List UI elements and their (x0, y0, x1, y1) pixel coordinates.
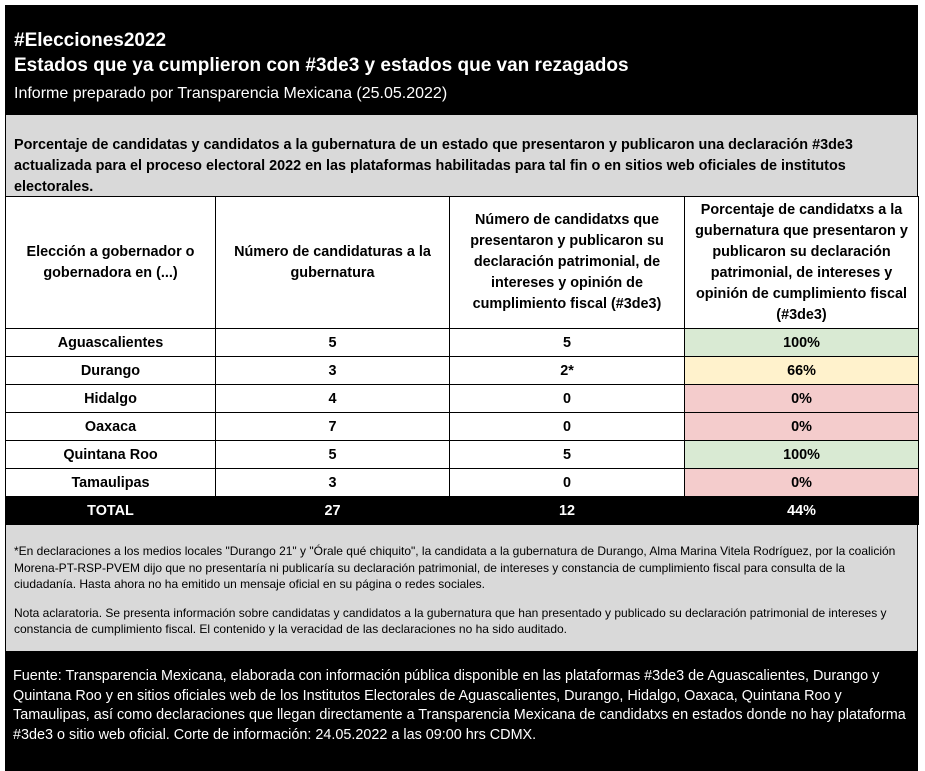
table-row (6, 469, 919, 497)
candidaturas-cell: 3 (216, 469, 450, 497)
total-label: TOTAL (6, 497, 216, 525)
presentaron-cell: 0 (450, 413, 685, 441)
intro-text: Porcentaje de candidatas y candidatos a la gubernatura de un estado que presentaron y publicaron una declaración #3de3 actualizada para el proceso electoral 2022 en las plataformas habilitadas para tal fin o en sitios web oficiales de institutos electorales. (5, 115, 918, 196)
state-cell: Quintana Roo (6, 441, 216, 469)
porcentaje-cell: 100% (685, 441, 919, 469)
column-header-porcentaje: Porcentaje de candidatxs a la gubernatura que presentaron y publicaron su declaración patrimonial, de intereses y opinión de cumplimiento fiscal (#3de3) (685, 197, 919, 329)
porcentaje-cell: 0% (685, 385, 919, 413)
clarification-text: Nota aclaratoria. Se presenta información sobre candidatas y candidatos a la gubernatura que han presentado y publicado su declaración patrimonial de intereses y constancia de cumplimiento fiscal. El contenido y la veracidad de las declaraciones no ha sido auditado. (14, 605, 887, 636)
table-row (6, 329, 919, 357)
porcentaje-cell: 66% (685, 357, 919, 385)
state-cell: Durango (6, 357, 216, 385)
report-title: Estados que ya cumplieron con #3de3 y estados que van rezagados (14, 55, 629, 76)
porcentaje-cell: 0% (685, 413, 919, 441)
column-header-state: Elección a gobernador o gobernadora en (...) (6, 197, 216, 329)
results-table (5, 196, 919, 525)
presentaron-cell: 5 (450, 441, 685, 469)
total-presentaron: 12 (450, 497, 685, 525)
hashtag-title: #Elecciones2022 (14, 30, 167, 51)
presentaron-cell: 5 (450, 329, 685, 357)
state-cell: Tamaulipas (6, 469, 216, 497)
report-header (5, 5, 918, 115)
presentaron-cell: 0 (450, 469, 685, 497)
state-cell: Oaxaca (6, 413, 216, 441)
total-row (6, 497, 919, 525)
candidaturas-cell: 3 (216, 357, 450, 385)
table-row (6, 413, 919, 441)
total-porcentaje: 44% (685, 497, 919, 525)
table-row (6, 441, 919, 469)
state-cell: Aguascalientes (6, 329, 216, 357)
notes-section (5, 525, 918, 651)
porcentaje-cell: 0% (685, 469, 919, 497)
state-cell: Hidalgo (6, 385, 216, 413)
candidaturas-cell: 4 (216, 385, 450, 413)
column-header-candidaturas: Número de candidaturas a la gubernatura (216, 197, 450, 329)
presentaron-cell: 2* (450, 357, 685, 385)
presentaron-cell: 0 (450, 385, 685, 413)
candidaturas-cell: 7 (216, 413, 450, 441)
report-subtitle: Informe preparado por Transparencia Mexicana (25.05.2022) (14, 85, 448, 102)
table-header-row (6, 197, 919, 329)
report-sheet (5, 5, 918, 771)
candidaturas-cell: 5 (216, 329, 450, 357)
porcentaje-cell: 100% (685, 329, 919, 357)
total-candidaturas: 27 (216, 497, 450, 525)
table-row (6, 357, 919, 385)
source-text: Fuente: Transparencia Mexicana, elaborada con información pública disponible en las plataformas #3de3 de Aguascalientes, Durango y Quintana Roo y en sitios oficiales web de los Institutos Electorales de Aguascalientes, Durango, Hidalgo, Oaxaca, Quintana Roo y Tamaulipas, así como declaraciones que llegan directamente a Transparencia Mexicana de candidatxs en estados donde no hay plataforma #3de3 o sitio web oficial. Corte de información: 24.05.2022 a las 09:00 hrs CDMX. (5, 651, 918, 771)
column-header-presentaron: Número de candidatxs que presentaron y publicaron su declaración patrimonial, de intereses y opinión de cumplimiento fiscal (#3de3) (450, 197, 685, 329)
table-row (6, 385, 919, 413)
candidaturas-cell: 5 (216, 441, 450, 469)
footnote-text: *En declaraciones a los medios locales "Durango 21" y "Órale qué chiquito", la candidata a la gubernatura de Durango, Alma Marina Vitela Rodríguez, por la coalición Morena-PT-RSP-PVEM dijo que no presentaría ni publicaría su declaración patrimonial, de intereses y constancia de cumplimiento fiscal para consulta de la ciudadanía. Hasta ahora no ha emitido un mensaje oficial en su página o redes sociales. (14, 544, 896, 591)
